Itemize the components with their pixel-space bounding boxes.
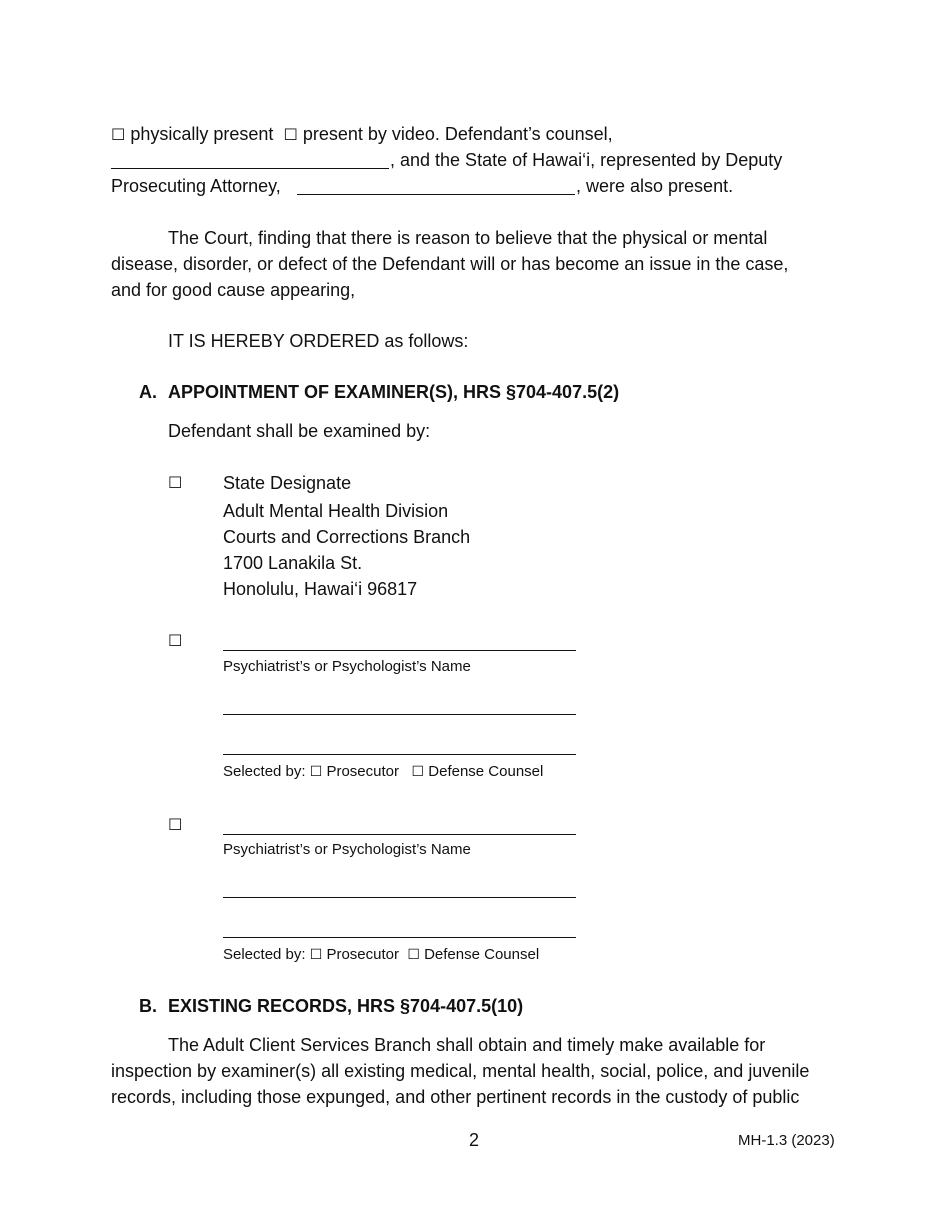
records-line-2: inspection by examiner(s) all existing medical, mental health, social, police, and juvenile <box>111 1061 810 1081</box>
examiner-1-defense-label: Defense Counsel <box>428 763 544 780</box>
examiner-1-name-label: Psychiatrist’s or Psychologist’s Name <box>223 658 471 675</box>
examiner-1-name-line[interactable] <box>223 650 576 651</box>
state-designate-city: Honolulu, Hawai‘i 96817 <box>223 579 418 599</box>
were-also-present-text: , were also present. <box>576 176 734 196</box>
examiner-2-name-label: Psychiatrist’s or Psychologist’s Name <box>223 841 471 858</box>
state-designate-checkbox[interactable]: ☐ <box>168 473 183 492</box>
present-by-video-label: present by video. Defendant’s counsel, <box>302 124 613 144</box>
examiner-2-defense-checkbox[interactable]: ☐ <box>407 947 420 963</box>
page-number: 2 <box>469 1130 480 1150</box>
examiner-1-defense-checkbox[interactable]: ☐ <box>411 764 425 780</box>
records-line-3: records, including those expunged, and other pertinent records in the custody of public <box>111 1087 800 1107</box>
examiner-1-prosecutor-label: Prosecutor <box>326 763 400 780</box>
selected-by-label: Selected by: <box>223 946 306 963</box>
finding-line-2: disease, disorder, or defect of the Defendant will or has become an issue in the case, <box>111 254 789 274</box>
finding-line-1: The Court, finding that there is reason to believe that the physical or mental <box>168 228 768 248</box>
examined-by-intro: Defendant shall be examined by: <box>168 421 431 441</box>
examiner-2-selected-by <box>223 945 539 965</box>
examiner-1-selected-by <box>223 762 543 782</box>
examiner-2-prosecutor-label: Prosecutor <box>326 946 400 963</box>
defense-counsel-name-line[interactable] <box>111 168 389 169</box>
physically-present-checkbox[interactable]: ☐ <box>111 125 126 144</box>
examiner-1-address-line-1[interactable] <box>223 714 576 715</box>
state-represented-text: , and the State of Hawai‘i, represented by Deputy <box>390 150 783 170</box>
section-b-letter: B. <box>139 996 157 1016</box>
examiner-1-checkbox[interactable]: ☐ <box>168 631 183 650</box>
state-designate-branch: Courts and Corrections Branch <box>223 527 471 547</box>
section-a-title: APPOINTMENT OF EXAMINER(S), HRS §704-407.5(2) <box>168 382 620 402</box>
section-b-title: EXISTING RECORDS, HRS §704-407.5(10) <box>168 996 524 1016</box>
presence-line <box>111 121 613 148</box>
examiner-2-defense-label: Defense Counsel <box>424 946 540 963</box>
examiner-2-address-line-2[interactable] <box>223 937 576 938</box>
examiner-2-prosecutor-checkbox[interactable]: ☐ <box>309 947 323 963</box>
examiner-2-name-line[interactable] <box>223 834 576 835</box>
section-a-letter: A. <box>139 382 157 402</box>
records-line-1: The Adult Client Services Branch shall obtain and timely make available for <box>168 1035 766 1055</box>
present-by-video-checkbox[interactable]: ☐ <box>283 125 298 144</box>
prosecuting-attorney-label: Prosecuting Attorney, <box>111 176 281 196</box>
examiner-1-address-line-2[interactable] <box>223 754 576 755</box>
state-designate-street: 1700 Lanakila St. <box>223 553 363 573</box>
state-designate-title: State Designate <box>223 473 352 493</box>
examiner-2-checkbox[interactable]: ☐ <box>168 815 183 834</box>
order-statement: IT IS HEREBY ORDERED as follows: <box>168 331 469 351</box>
examiner-1-prosecutor-checkbox[interactable]: ☐ <box>309 764 323 780</box>
deputy-prosecutor-name-line[interactable] <box>297 194 575 195</box>
selected-by-label: Selected by: <box>223 763 306 780</box>
physically-present-label: physically present <box>130 124 274 144</box>
form-id: MH-1.3 (2023) <box>738 1132 835 1149</box>
examiner-2-address-line-1[interactable] <box>223 897 576 898</box>
finding-line-3: and for good cause appearing, <box>111 280 356 300</box>
state-designate-division: Adult Mental Health Division <box>223 501 449 521</box>
